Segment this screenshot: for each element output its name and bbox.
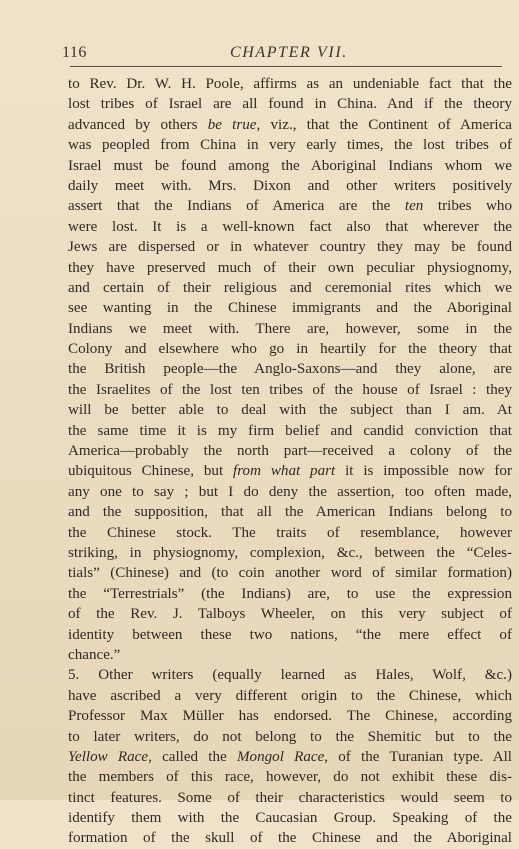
italic-text: from what part (233, 463, 336, 480)
text-line: tinct features. Some of their characteristics would seem to (68, 789, 512, 806)
italic-text: be true (207, 116, 257, 133)
text-line: Colony and elsewhere who go in heartily for the theory that (68, 341, 512, 358)
text-line: of the Rev. J. Talboys Wheeler, on this very subject of (68, 606, 512, 623)
text-line: they have preserved much of their own peculiar physiognomy, (68, 259, 512, 276)
text-line: ubiquitous Chinese, but from what part it is impossible now for (68, 463, 512, 480)
text-line: was peopled from China in very early times, the lost tribes of (68, 137, 512, 154)
page-number: 116 (62, 44, 87, 61)
text-line: the Israelites of the lost ten tribes of the house of Israel : they (68, 381, 512, 398)
text-line: see wanting in the Chinese immigrants and the Aboriginal (68, 300, 512, 317)
text-line: will be better able to deal with the subject than I am. At (68, 402, 512, 419)
text-line: Jews are dispersed or in whatever country they may be found (68, 239, 512, 256)
italic-text: Mongol Race (236, 748, 325, 765)
text-line: the members of this race, however, do not exhibit these dis- (68, 769, 512, 786)
text-line: advanced by others be true, viz., that the Continent of America (68, 116, 512, 133)
text-line: to later writers, do not belong to the Shemitic but to the (68, 728, 512, 745)
header-rule (70, 66, 502, 67)
text-line: were lost. It is a well-known fact also that wherever the (68, 218, 512, 235)
text-line: assert that the Indians of America are the ten tribes who (68, 198, 513, 215)
page-header (62, 44, 510, 66)
text-line: and the supposition, that all the American Indians belong to (68, 504, 512, 521)
text-line: Professor Max Müller has endorsed. The Chinese, according (68, 708, 512, 725)
text-line: the “Terrestrials” (the Indians) are, to use the expression (68, 585, 512, 602)
text-line: America—probably the north part—received a colony of the (68, 443, 512, 460)
italic-text: ten (404, 198, 424, 215)
body-text (68, 74, 512, 849)
text-line: the British people—the Anglo-Saxons—and they alone, are (68, 361, 512, 378)
text-line: chance.” (68, 646, 121, 663)
text-line: Israel must be found among the Aboriginal Indians whom we (68, 157, 512, 174)
text-line: striking, in physiognomy, complexion, &c., between the “Celes- (68, 544, 512, 561)
text-line: identity between these two nations, “the mere effect of (68, 626, 512, 643)
text-line: 5. Other writers (equally learned as Hales, Wolf, &c.) (68, 667, 512, 684)
text-line: any one to say ; but I do deny the assertion, too often made, (68, 483, 512, 500)
text-line: tials” (Chinese) and (to coin another word of similar formation) (68, 565, 512, 582)
text-line: the Chinese stock. The traits of resemblance, however (68, 524, 512, 541)
running-head: CHAPTER VII. (230, 44, 348, 61)
text-line: formation of the skull of the Chinese and the Aboriginal (68, 830, 512, 847)
italic-text: Yellow Race (68, 748, 149, 765)
text-line: daily meet with. Mrs. Dixon and other writers positively (68, 177, 512, 194)
text-line: Indians we meet with. There are, however, some in the (68, 320, 512, 337)
text-line: Yellow Race, called the Mongol Race, of the Turanian type. All (68, 748, 512, 765)
text-line: have ascribed a very different origin to the Chinese, which (68, 687, 512, 704)
text-line: lost tribes of Israel are all found in China. And if the theory (68, 96, 512, 113)
text-line: identify them with the Caucasian Group. Speaking of the (68, 810, 512, 827)
text-line: the same time it is my firm belief and candid conviction that (68, 422, 512, 439)
text-line: to Rev. Dr. W. H. Poole, affirms as an undeniable fact that the (68, 76, 512, 92)
text-line: and certain of their religious and ceremonial rites which we (68, 279, 512, 296)
